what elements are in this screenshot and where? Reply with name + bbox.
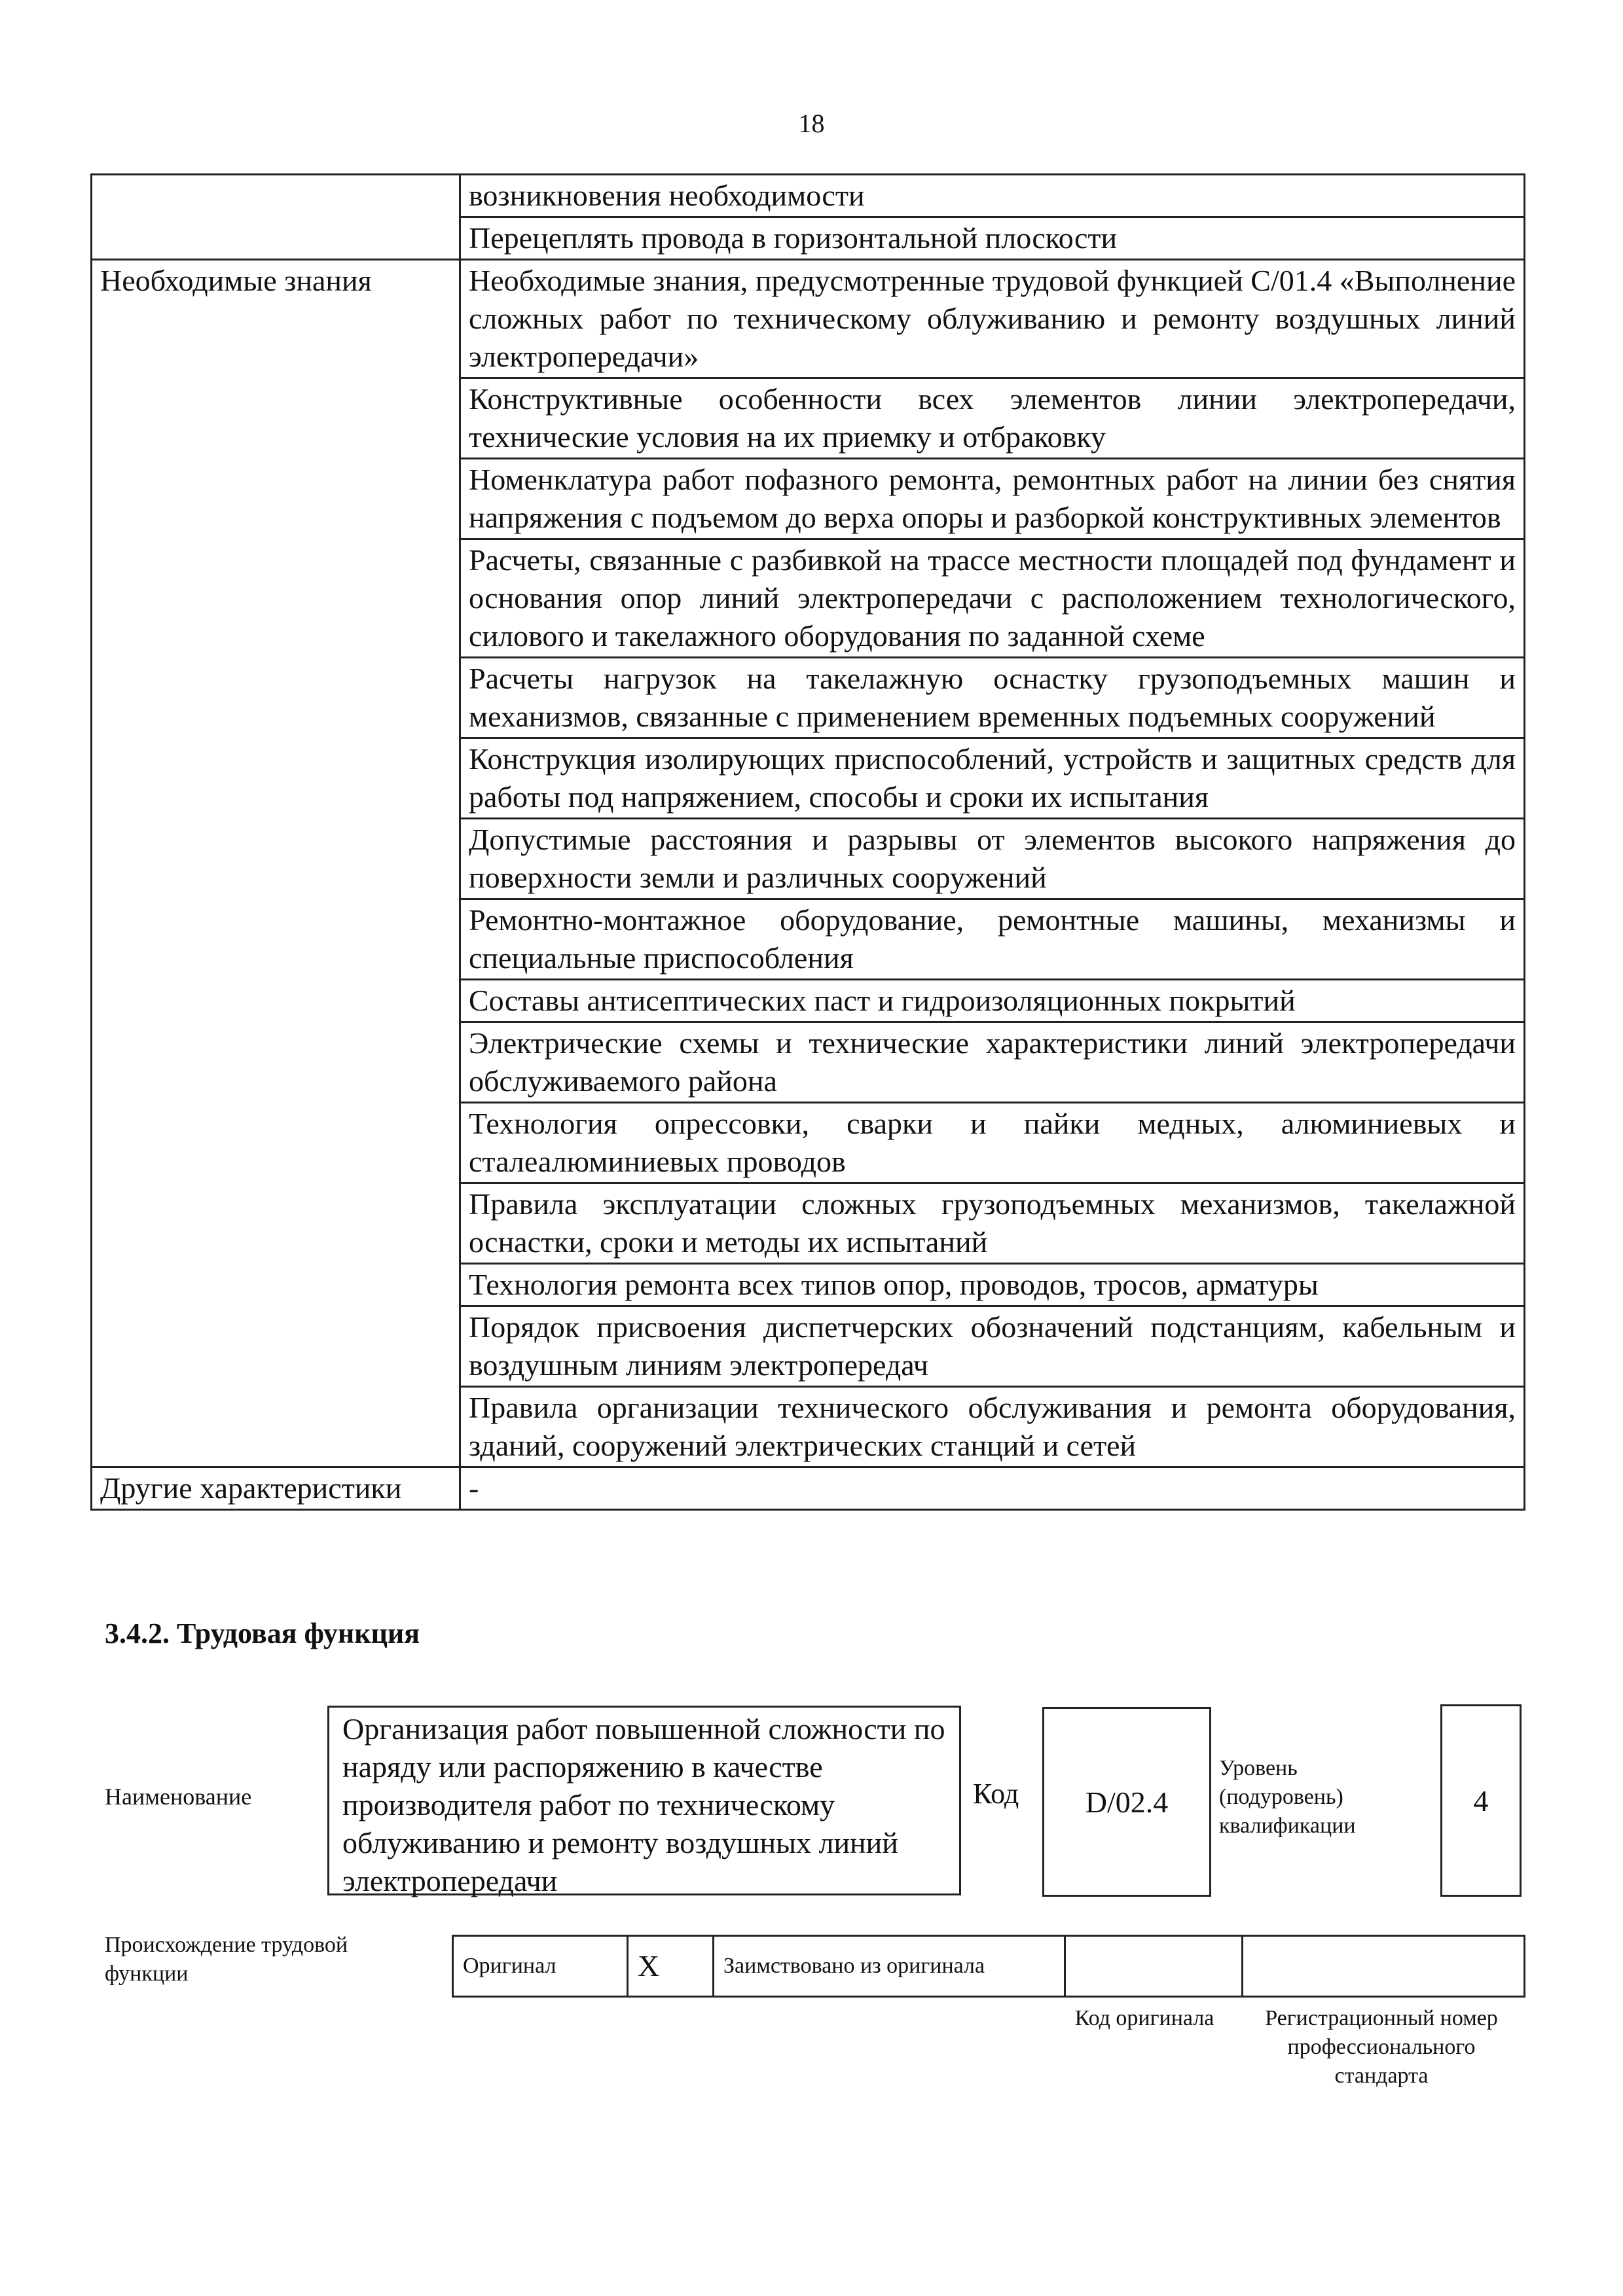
- origin-mark-cell: X: [628, 1936, 714, 1997]
- name-label: Наименование: [105, 1784, 252, 1810]
- function-code-value: D/02.4: [1085, 1785, 1169, 1819]
- row-value: Допустимые расстояния и разрывы от элементов высокого напряжения до поверхности земли и различных сооружений: [460, 819, 1525, 899]
- qualification-level-value: 4: [1473, 1784, 1489, 1818]
- row-value: Правила эксплуатации сложных грузоподъемных механизмов, такелажной оснастки, сроки и методы их испытаний: [460, 1183, 1525, 1264]
- qualification-level-box: [1440, 1704, 1522, 1897]
- row-value: Необходимые знания, предусмотренные трудовой функцией С/01.4 «Выполнение сложных работ по техническому облуживанию и ремонту воздушных линий электропередачи»: [460, 260, 1525, 378]
- origin-borrowed-cell: Заимствовано из оригинала: [714, 1936, 1065, 1997]
- row-value: Правила организации технического обслуживания и ремонта оборудования, зданий, сооружений электрических станций и сетей: [460, 1387, 1525, 1467]
- page-number: 18: [798, 109, 825, 138]
- row-value: Электрические схемы и технические характеристики линий электропередачи обслуживаемого района: [460, 1022, 1525, 1103]
- function-code-box: [1042, 1707, 1211, 1897]
- row-value: Номенклатура работ пофазного ремонта, ремонтных работ на линии без снятия напряжения с подъемом до верха опоры и разборкой конструктивных элементов: [460, 459, 1525, 539]
- row-value: Ремонтно-монтажное оборудование, ремонтные машины, механизмы и специальные приспособления: [460, 899, 1525, 980]
- row-value: Конструктивные особенности всех элементов линии электропередачи, технические условия на их приемку и отбраковку: [460, 378, 1525, 459]
- origin-reg-cell: [1243, 1936, 1525, 1997]
- caption-code-original: Код оригинала: [1074, 2006, 1214, 2030]
- level-label: Уровень (подуровень) квалификации: [1219, 1756, 1356, 1838]
- row-value: Перецеплять провода в горизонтальной плоскости: [460, 217, 1525, 260]
- table-row: [92, 1467, 1525, 1510]
- function-name-box: Организация работ повышенной сложности по наряду или распоряжению в качестве производителя работ по техническому облуживанию и ремонту воздушных линий электропередачи: [327, 1706, 961, 1895]
- row-value: Технология опрессовки, сварки и пайки медных, алюминиевых и сталеалюминиевых проводов: [460, 1103, 1525, 1183]
- table-row: [92, 175, 1525, 217]
- row-value: Технология ремонта всех типов опор, проводов, тросов, арматуры: [460, 1264, 1525, 1306]
- knowledge-table: [90, 173, 1525, 1511]
- row-label: Необходимые знания: [92, 260, 460, 1467]
- origin-label: Происхождение трудовой функции: [105, 1933, 348, 1986]
- row-value: Конструкция изолирующих приспособлений, устройств и защитных средств для работы под напряжением, способы и сроки их испытания: [460, 738, 1525, 819]
- table-row: [92, 260, 1525, 378]
- row-label: [92, 175, 460, 260]
- row-value: Расчеты, связанные с разбивкой на трассе местности площадей под фундамент и основания опор линий электропередачи с расположением технологического, силового и такелажного оборудования по заданной схеме: [460, 539, 1525, 658]
- row-value: Составы антисептических паст и гидроизоляционных покрытий: [460, 980, 1525, 1022]
- section-title: 3.4.2. Трудовая функция: [105, 1617, 420, 1649]
- origin-original-cell: Оригинал: [453, 1936, 628, 1997]
- row-value: Порядок присвоения диспетчерских обозначений подстанциям, кабельным и воздушным линиям электропередач: [460, 1306, 1525, 1387]
- origin-code-cell: [1065, 1936, 1243, 1997]
- code-label: Код: [973, 1778, 1019, 1810]
- row-value: Расчеты нагрузок на такелажную оснастку грузоподъемных машин и механизмов, связанные с применением временных подъемных сооружений: [460, 658, 1525, 738]
- origin-table: [452, 1935, 1525, 1998]
- row-value: возникновения необходимости: [460, 175, 1525, 217]
- row-value: -: [460, 1467, 1525, 1510]
- caption-registration-number: Регистрационный номер профессионального стандарта: [1265, 2006, 1498, 2088]
- row-label: Другие характеристики: [92, 1467, 460, 1510]
